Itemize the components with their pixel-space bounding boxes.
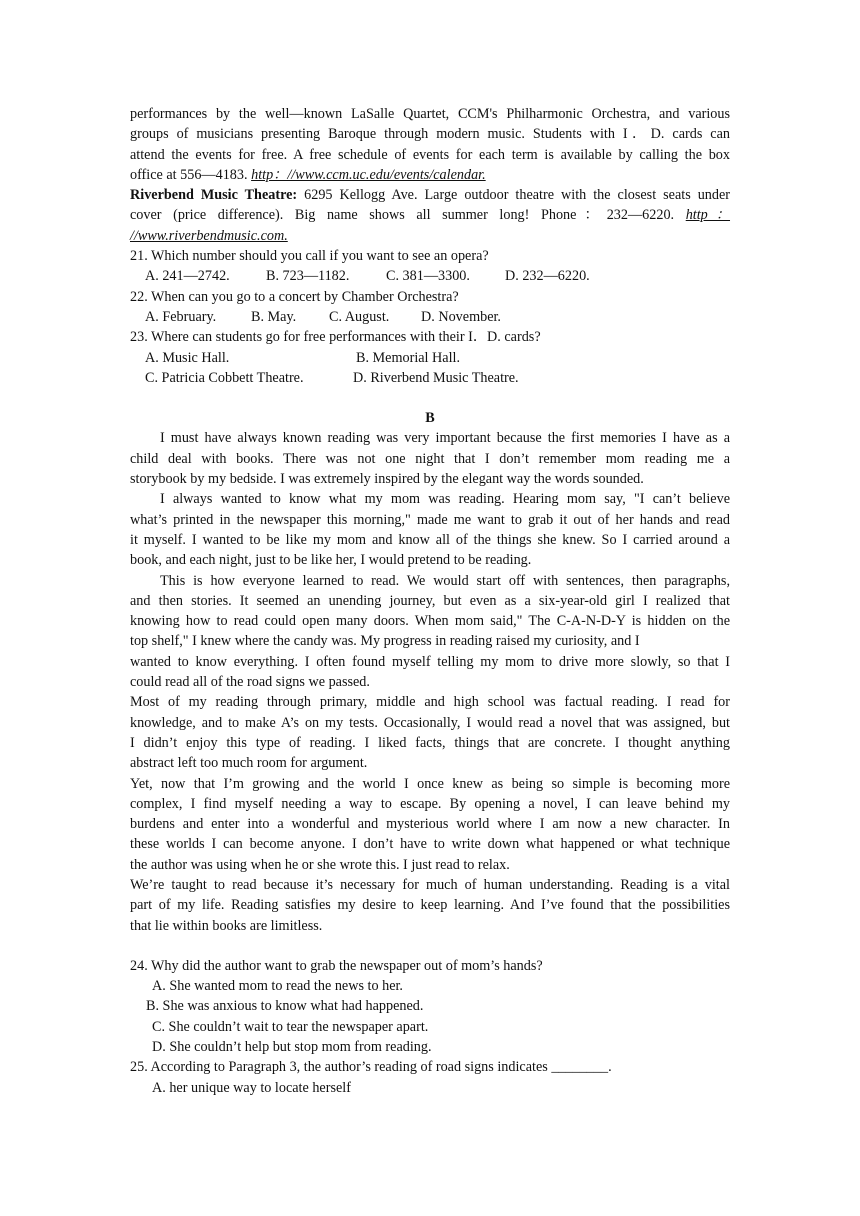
riverbend-entry-line: [130, 226, 730, 246]
riverbend-link[interactable]: //www.riverbendmusic.com.: [130, 227, 288, 244]
passage-line: Most of my reading through primary, middle and high school was factual reading. I read for: [130, 694, 730, 711]
passage-line: groups of musicians presenting Baroque through modern music. Students with I．D. cards can: [130, 126, 730, 143]
passage-line: abstract left too much room for argument.: [130, 755, 368, 772]
riverbend-entry: [130, 185, 730, 205]
passage-line: could read all of the road signs we passed.: [130, 674, 370, 691]
option: C. Patricia Cobbett Theatre.: [145, 369, 304, 386]
passage-a: [130, 104, 730, 246]
passage-line: I must have always known reading was very important because the first memories I have as a: [160, 430, 730, 447]
question-options: [130, 368, 730, 388]
passage-line: storybook by my bedside. I was extremely inspired by the elegant way the words sounded.: [130, 471, 644, 488]
passage-line: I always wanted to know what my mom was reading. Hearing mom say, "I can’t believe: [160, 491, 730, 508]
option: A. February.: [145, 308, 217, 325]
passage-line: Yet, now that I’m growing and the world I once knew as being so simple is becoming more: [130, 775, 730, 792]
document-content: [130, 104, 730, 1098]
option: C. She couldn’t wait to tear the newspaper apart.: [152, 1018, 429, 1035]
section-title: B: [425, 410, 435, 427]
passage-line: burdens and enter into a wonderful and mysterious world where I am now a new character. In: [130, 816, 730, 833]
option: A. She wanted mom to read the news to her.: [152, 978, 403, 995]
passage-line: [130, 165, 730, 185]
passage-line: We’re taught to read because it’s necessary for much of human understanding. Reading is a vital: [130, 876, 730, 893]
passage-line: that lie within books are limitless.: [130, 917, 323, 934]
question-stem: 23. Where can students go for free performances with their I．D. cards?: [130, 329, 541, 346]
passage-line: it myself. I wanted to be like my mom and know all of the things she knew. So I carried around a: [130, 531, 730, 548]
passage-line: attend the events for free. A free schedule of events for each term is available by calling the box: [130, 146, 730, 163]
option: B. 723—1182.: [266, 268, 350, 285]
passage-line: the author was using when he or she wrote this. I just read to relax.: [130, 856, 510, 873]
question-stem: 22. When can you go to a concert by Chamber Orchestra?: [130, 288, 459, 305]
passage-line: and then stories. It seemed an unending journey, but even as a six-year-old girl I realized that: [130, 592, 730, 609]
option: D. November.: [421, 308, 501, 325]
question-options: [130, 266, 730, 286]
option: D. She couldn’t help but stop mom from reading.: [152, 1039, 432, 1056]
option: B. Memorial Hall.: [356, 349, 461, 366]
question-stem: 21. Which number should you call if you want to see an opera?: [130, 248, 489, 265]
option: D. Riverbend Music Theatre.: [353, 369, 519, 386]
ccm-calendar-link[interactable]: http：//www.ccm.uc.edu/events/calendar.: [251, 166, 486, 183]
passage-line: performances by the well—known LaSalle Quartet, CCM's Philharmonic Orchestra, and various: [130, 106, 730, 122]
question-options: [130, 348, 730, 368]
passage-line: complex, I find myself needing a way to escape. By opening a novel, I can leave behind my: [130, 795, 730, 812]
box-office-text: office at 556—4183.: [130, 166, 252, 183]
passage-b: [130, 428, 730, 935]
option: B. She was anxious to know what had happened.: [146, 998, 424, 1015]
passage-line: wanted to know everything. I often found myself telling my mom to drive more slowly, so that I: [130, 653, 730, 670]
question-stem: 25. According to Paragraph 3, the author’s reading of road signs indicates ________.: [130, 1059, 612, 1076]
riverbend-label: Riverbend Music Theatre:: [130, 187, 298, 204]
option: C. August.: [329, 308, 390, 325]
passage-line: I didn’t enjoy this type of reading. I liked facts, things that are concrete. I thought anything: [130, 734, 730, 751]
riverbend-entry-line: [130, 205, 730, 225]
option: A. Music Hall.: [145, 349, 230, 366]
question-options: [130, 307, 730, 327]
questions-b: [130, 956, 730, 1098]
option: B. May.: [251, 308, 297, 325]
passage-line: child deal with books. There was not one night that I don’t remember mom reading me a: [130, 450, 730, 467]
passage-line: these worlds I can become anyone. I don’t have to write down what happened or what technique: [130, 836, 730, 853]
option: A. 241—2742.: [145, 268, 230, 285]
riverbend-text: cover (price difference). Big name shows all summer long! Phone：232—6220.: [130, 207, 686, 224]
passage-line: knowledge, and to make A’s on my tests. Occasionally, I would read a novel that was assigned, but: [130, 714, 730, 731]
passage-line: what’s printed in the newspaper this morning," made me want to grab it out of her hands and read: [130, 511, 730, 528]
questions-a: [130, 246, 730, 388]
option: D. 232—6220.: [505, 268, 590, 285]
option: C. 381—3300.: [386, 268, 470, 285]
passage-line: This is how everyone learned to read. We would start off with sentences, then paragraphs,: [160, 572, 730, 589]
option: A. her unique way to locate herself: [152, 1079, 351, 1096]
riverbend-text: 6295 Kellogg Ave. Large outdoor theatre with the closest seats under: [297, 187, 730, 204]
question-stem: 24. Why did the author want to grab the newspaper out of mom’s hands?: [130, 957, 543, 974]
riverbend-link[interactable]: http：: [685, 207, 731, 224]
passage-line: part of my life. Reading satisfies my desire to keep learning. And I’ve found that the possibilities: [130, 897, 730, 914]
spacer: [130, 936, 730, 956]
passage-line: top shelf," I knew where the candy was. My progress in reading raised my curiosity, and I: [130, 633, 640, 650]
passage-line: knowing how to read could open many doors. When mom said," The C-A-N-D-Y is hidden on the: [130, 613, 730, 630]
passage-line: book, and each night, just to be like her, I would pretend to be reading.: [130, 552, 532, 569]
